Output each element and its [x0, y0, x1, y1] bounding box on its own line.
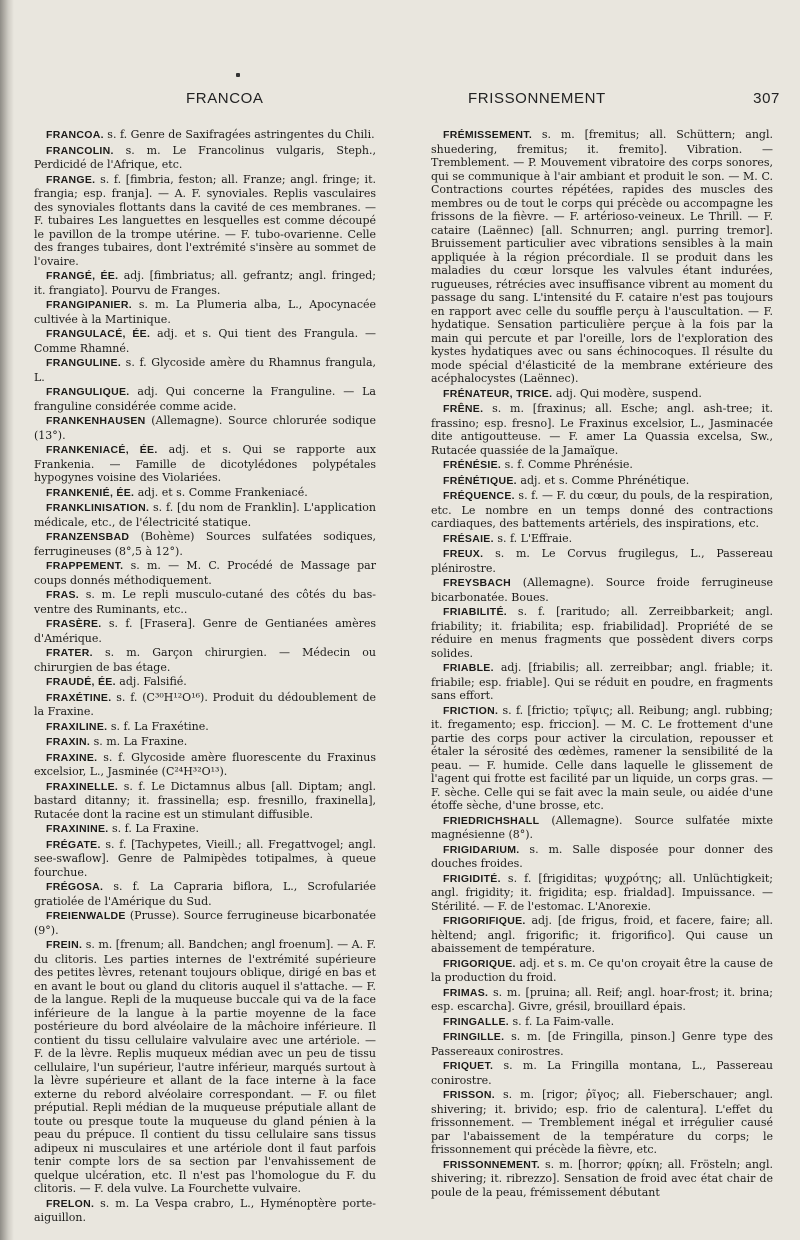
entry-definition: s. f. La Fraxétine.: [107, 719, 209, 733]
entry-headword: FRAXIN.: [46, 736, 91, 748]
dictionary-entry: [431, 128, 773, 386]
dictionary-entry: [34, 501, 376, 529]
entry-headword: FRÊNE.: [443, 403, 484, 415]
entry-headword: FRÉQUENCE.: [443, 490, 515, 502]
entry-definition: s. f. [raritudo; all. Zerreibbarkeit; angl. friability; it. friabilita; esp. friabilidad]. Propriété de se réduire en menus fragments que possèdent divers corps solides.: [431, 605, 773, 660]
dictionary-entry: [34, 780, 376, 822]
entry-definition: s. m. Garçon chirurgien. — Médecin ou chirurgien de bas étage.: [34, 646, 376, 674]
entry-definition: (Allemagne). Source chlorurée sodique (13°).: [34, 414, 376, 442]
dictionary-entry: [431, 458, 773, 473]
entry-headword: FRÉNÉSIE.: [443, 459, 502, 471]
entry-headword: FRANGE.: [46, 173, 96, 186]
dictionary-entry: [34, 751, 376, 779]
entry-definition: adj. [friabilis; all. zerreibbar; angl. friable; it. friabile; esp. friable]. Qui se réduit en poudre, en fragments sans effort.: [431, 661, 773, 702]
entry-definition: s. m. Salle disposée pour donner des douches froides.: [431, 842, 773, 870]
dictionary-entry: [431, 474, 773, 489]
entry-headword: FRINGALLE.: [443, 1015, 509, 1028]
entry-definition: s. m. Le Corvus frugilegus, L., Passereau plénirostre.: [431, 547, 773, 575]
dictionary-entry: [431, 957, 773, 985]
dictionary-entry: [34, 128, 376, 143]
entry-definition: s. f. La Capraria biflora, L., Scrofulariée gratiolée de l'Amérique du Sud.: [34, 880, 376, 908]
entry-headword: FRELON.: [46, 1197, 95, 1210]
entry-definition: (Prusse). Source ferrugineuse bicarbonatée (9°).: [34, 909, 376, 937]
entry-headword: FRÉGATE.: [46, 838, 101, 851]
dictionary-entry: [34, 327, 376, 355]
entry-definition: s. f. [du nom de Franklin]. L'application médicale, etc., de l'électricité statique.: [34, 501, 376, 529]
dictionary-entry: [431, 1015, 773, 1030]
dictionary-entry: [431, 489, 773, 531]
entry-definition: s. m. — M. C. Procédé de Massage par coups donnés méthodiquement.: [34, 559, 376, 587]
entry-definition: s. f. [frigiditas; ψυχρότης; all. Unlüchtigkeit; angl. frigidity; it. frigidita; esp. frialdad]. Impuissance. — Stérilité. — F. de l'estomac. L'Anorexie.: [431, 871, 773, 913]
entry-definition: s. m. Le repli musculo-cutané des côtés du bas-ventre des Ruminants, etc..: [34, 588, 376, 616]
entry-headword: FRANCOA.: [46, 129, 104, 141]
entry-headword: FRIGORIFIQUE.: [443, 915, 526, 927]
dictionary-entry: [431, 532, 773, 547]
dictionary-entry: [431, 986, 773, 1014]
entry-headword: FRANZENSBAD: [46, 531, 130, 543]
right-running-head: [468, 90, 780, 120]
entry-headword: FRANCOLIN.: [46, 144, 114, 157]
entry-headword: FRAPPEMENT.: [46, 560, 124, 572]
entry-headword: FRANKENIACÉ, ÉE.: [46, 444, 158, 456]
entry-definition: adj. et s. Qui se rapporte aux Frankenia. — Famille de dicotylédones polypétales hypogynes voisine des Violariées.: [34, 443, 376, 484]
entry-headword: FRÉGOSA.: [46, 881, 104, 893]
entry-definition: s. f. Glycoside amère du Rhamnus frangula, L.: [34, 356, 376, 384]
entry-definition: s. m. [fraxinus; all. Esche; angl. ash-tree; it. frassino; esp. fresno]. Le Fraxinus excelsior, L., Jasminacée dite antigoutteuse. — F. amer La Quassia excelsa, Sw., Rutacée quassiée de la Jamaïque.: [431, 402, 773, 457]
dictionary-entry: [431, 661, 773, 703]
dictionary-entry: [34, 1197, 376, 1225]
entry-headword: FRATER.: [46, 647, 93, 659]
right-column: [431, 128, 773, 1200]
entry-headword: FRAXILINE.: [46, 720, 108, 733]
entry-headword: FRAXINE.: [46, 751, 98, 764]
entry-headword: FRAXININE.: [46, 823, 109, 835]
entry-headword: FRAS.: [46, 589, 79, 601]
dictionary-entry: [431, 843, 773, 871]
entry-definition: s. f. Genre de Saxifragées astringentes du Chili.: [103, 128, 375, 141]
dictionary-entry: [34, 356, 376, 384]
printer-mark: [236, 73, 240, 77]
entry-headword: FRISSON.: [443, 1089, 495, 1101]
dictionary-entry: [34, 298, 376, 326]
entry-definition: s. m. La Fringilla montana, L., Passereau conirostre.: [431, 1059, 773, 1087]
entry-headword: FRAUDÉ, ÉE.: [46, 676, 116, 688]
entry-headword: FREIN.: [46, 939, 83, 951]
entry-definition: s. m. [rigor; ῥῖγος; all. Fieberschauer; angl. shivering; it. brivido; esp. frio de calentura]. L'effet du frissonnement. — Tremblement inégal et irrégulier causé par l'abaissement de la température du corps; le frissonnement qui précède la fièvre, etc.: [431, 1088, 773, 1156]
dictionary-entry: [431, 576, 773, 604]
entry-definition: s. f. [fimbria, feston; all. Franze; angl. fringe; it. frangia; esp. franja]. — A. F. synoviales. Replis vasculaires des synoviales flottants dans la cavité de ces membranes. — F. tubaires Les languettes en lesquelles est comme découpé le pavillon de la trompe utérine. — F. tubo-ovarienne. Celle des franges tubaires, dont l'extrémité s'insère au sommet de l'ovaire.: [34, 172, 376, 268]
entry-headword: FRIGIDITÉ.: [443, 872, 501, 885]
entry-headword: FRIABLE.: [443, 662, 494, 674]
right-running-head-text: FRISSONNEMENT: [468, 90, 606, 107]
entry-headword: FRÉSAIE.: [443, 532, 494, 545]
entry-definition: s. m. [frenum; all. Bandchen; angl froenum]. — A. F. du clitoris. Les parties internes de l'extrémité supérieure des petites lèvres, retenant toujours oblique, dirigé en bas et en avant le bout ou gland du clitoris auquel il s'attache. — F. de la langue. Repli de la muqueuse buccale qui va de la face inférieure de la langue à la partie moyenne de la face postérieure du bord alvéolaire de la mâchoire inférieure. Il contient du tissu cellulaire valvulaire avec une artériole. — F. de la lèvre. Replis muqueux médian avec un peu de tissu cellulaire, l'un supérieur, l'autre inférieur, marqués surtout à la lèvre supérieure et allant de la face interne à la face externe du rebord alvéolaire correspondant. — F. ou filet préputial. Repli médian de la muqueuse préputiale allant de toute ou presque toute la muqueuse du gland pénien à la peau du prépuce. Il contient du tissu cellulaire sans tissus adipeux ni musculaires et une artériole dont il faut parfois tenir compte lors de sa section par l'envahissement de quelque ulcération, etc. Il n'est pas l'homologue du F. du clitoris. — F. dela vulve. La Fourchette vulvaire.: [34, 938, 377, 1195]
entry-definition: s. m. [pruina; all. Reif; angl. hoar-frost; it. brina; esp. escarcha]. Givre, grésil, brouillard épais.: [431, 985, 773, 1013]
dictionary-entry: [34, 691, 376, 719]
dictionary-entry: [431, 704, 773, 813]
dictionary-entry: [34, 880, 376, 908]
entry-definition: s. f. [Frasera]. Genre de Gentianées amères d'Amérique.: [34, 617, 376, 645]
entry-headword: FRIABILITÉ.: [443, 606, 507, 618]
entry-definition: s. m. La Fraxine.: [90, 735, 188, 748]
dictionary-entry: [431, 547, 773, 575]
page-gutter-shadow: [0, 0, 14, 1240]
dictionary-entry: [34, 588, 376, 616]
dictionary-entry: [431, 1158, 773, 1200]
entry-definition: s. f. Le Dictamnus albus [all. Diptam; angl. bastard ditanny; it. frassinella; esp. fresnillo, fraxinella], Rutacée dont la racine est un stimulant diffusible.: [34, 779, 376, 821]
left-running-head-text: FRANCOA: [186, 90, 264, 107]
entry-headword: FRINGILLE.: [443, 1031, 505, 1043]
entry-definition: s. m. [fremitus; all. Schüttern; angl. shuedering, fremitus; it. fremito]. Vibration. — Tremblement. — P. Mouvement vibratoire des corps sonores, qui se communique à l'air ambiant et produit le son. — M. C. Contractions courtes répétées, rapides des muscles des membres ou de tout le corps qui précède ou accompagne les frissons de la fièvre. — F. artérioso-veineux. Le Thrill. — F. cataire (Laënnec) [all. Schnurren; angl. purring tremor]. Bruissement particulier avec vibrations sensibles à la main appliquée à la région précordiale. Il se produit dans les maladies du cœur lorsque les valvules étant indurées, rugueuses, rétrécies avec insuffisance vibrent au moment du passage du sang. L'intensité du F. cataire n'est pas toujours en rapport avec celle du souffle perçu à l'auscultation. — F. hydatique. Sensation particulière perçue à la fois par la main qui percute et par l'oreille, lors de l'exploration des kystes hydatiques avec ou sans échinocoques. Il résulte du mode spécial d'élasticité de la membrane extérieure des acéphalocystes (Laënnec).: [431, 128, 773, 385]
entry-definition: (Bohème) Sources sulfatées sodiques, ferrugineuses (8°,5 à 12°).: [34, 530, 376, 558]
entry-definition: adj. [de frigus, froid, et facere, faire; all. hèltend; angl. frigorific; it. frigorifico]. Qui cause un abaissement de température.: [431, 914, 773, 955]
dictionary-entry: [431, 914, 773, 956]
dictionary-entry: [431, 605, 773, 660]
dictionary-entry: [34, 909, 376, 937]
dictionary-entry: [34, 735, 376, 750]
entry-headword: FRANGULIQUE.: [46, 386, 130, 398]
entry-headword: FRASÈRE.: [46, 618, 102, 630]
dictionary-entry: [34, 486, 376, 501]
entry-definition: adj. [fimbriatus; all. gefrantz; angl. fringed; it. frangiato]. Pourvu de Franges.: [34, 269, 376, 297]
entry-headword: FRIGIDARIUM.: [443, 843, 520, 856]
entry-definition: adj. et s. m. Ce qu'on croyait être la cause de la production du froid.: [431, 956, 773, 984]
entry-headword: FRAXÉTINE.: [46, 691, 112, 704]
dictionary-entry: [34, 144, 376, 172]
entry-definition: s. f. Comme Phrénésie.: [501, 458, 633, 471]
dictionary-entry: [431, 872, 773, 914]
entry-definition: (Allemagne). Source froide ferrugineuse bicarbonatée. Boues.: [431, 576, 773, 604]
entry-headword: FRÉNATEUR, TRICE.: [443, 387, 553, 400]
dictionary-entry: [34, 559, 376, 587]
dictionary-entry: [431, 814, 773, 842]
entry-definition: s. f. Glycoside amère fluorescente du Fraxinus excelsior, L., Jasminée (C²⁴H³²O¹³).: [34, 750, 376, 778]
entry-definition: s. m. La Plumeria alba, L., Apocynacée cultivée à la Martinique.: [34, 298, 376, 326]
entry-definition: s. f. L'Effraie.: [493, 531, 573, 545]
dictionary-entry: [34, 646, 376, 674]
dictionary-entry: [34, 530, 376, 558]
dictionary-entry: [431, 1030, 773, 1058]
entry-definition: s. m. La Vespa crabro, L., Hyménoptère porte-aiguillon.: [34, 1196, 376, 1224]
entry-definition: s. f. La Fraxine.: [108, 822, 199, 835]
entry-definition: s. f. (C³⁰H¹²O¹⁶). Produit du dédoublement de la Fraxine.: [34, 690, 376, 718]
left-running-head: [186, 90, 264, 120]
entry-headword: FREYSBACH: [443, 577, 512, 589]
entry-definition: adj. et s. Comme Frankeniacé.: [134, 485, 308, 499]
dictionary-entry: [34, 269, 376, 297]
entry-headword: FRIGORIQUE.: [443, 957, 516, 970]
left-column: [34, 128, 376, 1226]
entry-headword: FRÉMISSEMENT.: [443, 129, 533, 141]
entry-headword: FRANGULACÉ, ÉE.: [46, 328, 151, 340]
entry-headword: FREUX.: [443, 548, 484, 560]
entry-headword: FRANKLINISATION.: [46, 502, 150, 514]
entry-headword: FRANGULINE.: [46, 357, 122, 369]
entry-headword: FRAXINELLE.: [46, 780, 119, 793]
dictionary-entry: [431, 387, 773, 402]
entry-definition: (Allemagne). Source sulfatée mixte magnésienne (8°).: [431, 813, 773, 841]
page-number: 307: [753, 90, 780, 107]
entry-headword: FRISSONNEMENT.: [443, 1158, 540, 1171]
entry-headword: FRANKENIÉ, ÉE.: [46, 486, 135, 499]
entry-definition: s. m. [de Fringilla, pinson.] Genre type des Passereaux conirostres.: [431, 1030, 773, 1058]
entry-definition: s. f. La Faim-valle.: [509, 1014, 615, 1028]
entry-definition: adj. et s. Comme Phrénétique.: [516, 473, 690, 487]
entry-definition: s. f. [Tachypetes, Vieill.; all. Fregattvogel; angl. see-swaflow]. Genre de Palmipèdes totipalmes, à queue fourchue.: [34, 837, 376, 879]
entry-headword: FRANGIPANIER.: [46, 299, 132, 311]
dictionary-entry: [431, 1088, 773, 1157]
entry-headword: FRANKENHAUSEN: [46, 415, 146, 427]
dictionary-entry: [431, 402, 773, 457]
entry-definition: adj. Falsifié.: [115, 675, 187, 688]
dictionary-entry: [34, 414, 376, 442]
dictionary-entry: [34, 822, 376, 837]
entry-definition: adj. et s. Qui tient des Frangula. — Comme Rhamné.: [34, 327, 376, 355]
entry-headword: FRÉNÉTIQUE.: [443, 474, 517, 487]
entry-definition: s. f. — F. du cœur, du pouls, de la respiration, etc. Le nombre en un temps donné des contractions cardiaques, des battements artériels, des inspirations, etc.: [431, 489, 773, 530]
dictionary-entry: [34, 385, 376, 413]
entry-definition: s. m. [horror; φρίκη; all. Frösteln; angl. shivering; it. ribrezzo]. Sensation de froid avec état chair de poule de la peau, frémissement débutant: [431, 1157, 773, 1199]
entry-definition: adj. Qui modère, suspend.: [552, 386, 702, 400]
dictionary-entry: [431, 1059, 773, 1087]
entry-headword: FREIENWALDE: [46, 910, 126, 922]
entry-headword: FRIQUET.: [443, 1060, 494, 1072]
entry-definition: s. m. Le Francolinus vulgaris, Steph., Perdicidé de l'Afrique, etc.: [34, 143, 376, 171]
entry-headword: FRANGÉ, ÉE.: [46, 270, 119, 282]
dictionary-entry: [34, 173, 376, 269]
entry-headword: FRIEDRICHSHALL: [443, 814, 540, 827]
dictionary-entry: [34, 938, 376, 1196]
dictionary-entry: [34, 720, 376, 735]
entry-headword: FRIMAS.: [443, 986, 489, 999]
dictionary-entry: [34, 617, 376, 645]
dictionary-entry: [34, 838, 376, 880]
entry-definition: s. f. [frictio; τρῖψις; all. Reibung; angl. rubbing; it. fregamento; esp. friccion]. — M. C. Le frottement d'une partie des corps pour activer la circulation, repousser et étaler la sérosité des œdèmes, ramener la sensibilité de la peau. — F. humide. Celle dans laquelle le glissement de l'agent qui frotte est facilité par un liquide, un corps gras. — F. sèche. Celle qui se fait avec la main seule, ou aidée d'une étoffe sèche, d'une brosse, etc.: [431, 703, 773, 812]
entry-headword: FRICTION.: [443, 704, 499, 717]
entry-definition: adj. Qui concerne la Franguline. — La franguline considérée comme acide.: [34, 385, 376, 413]
dictionary-entry: [34, 443, 376, 485]
dictionary-entry: [34, 675, 376, 690]
